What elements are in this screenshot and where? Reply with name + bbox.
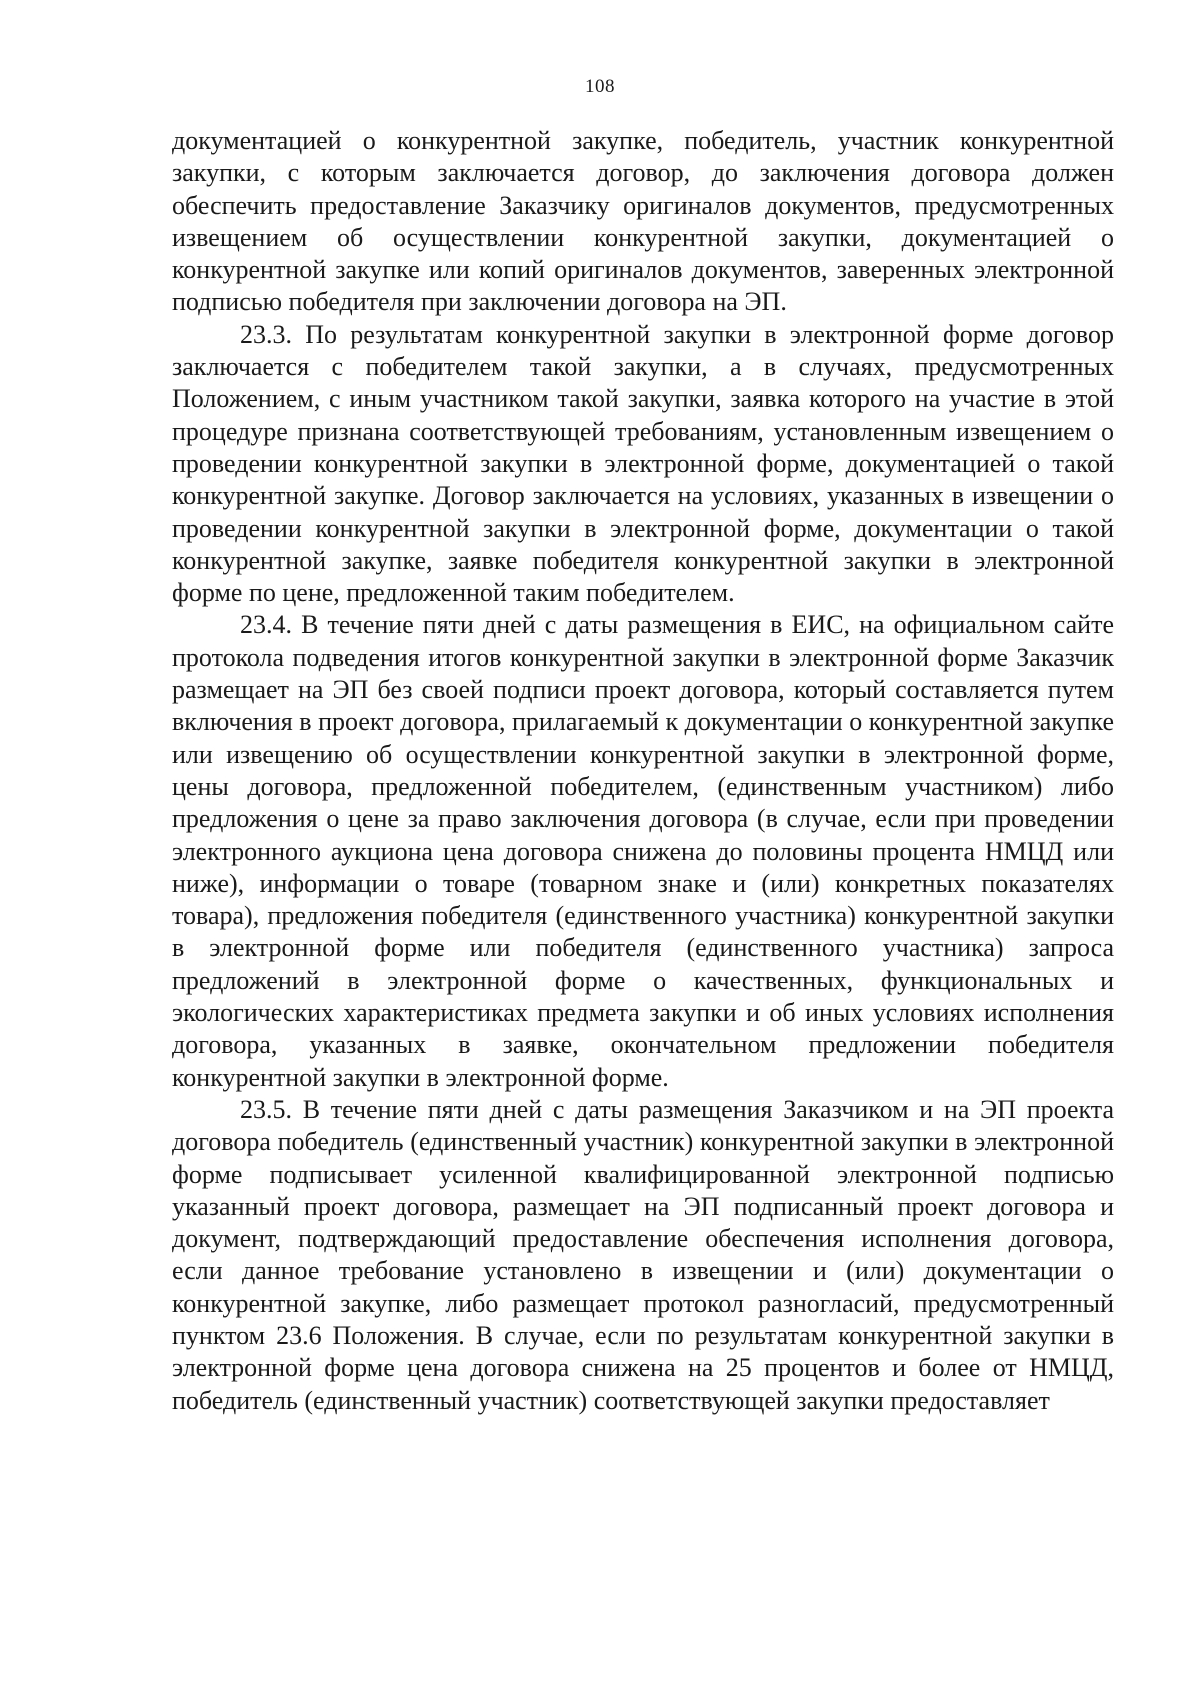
paragraph-23-5: 23.5. В течение пяти дней с даты размещения Заказчиком и на ЭП проекта договора победитель (единственный участник) конкурентной закупки в электронной форме подписывает усиленной квалифицированной электронной подписью указанный проект договора, размещает на ЭП подписанный проект договора и документ, подтверждающий предоставление обеспечения исполнения договора, если данное требование установлено в извещении и (или) документации о конкурентной закупке, либо размещает протокол разногласий, предусмотренный пунктом 23.6 Положения. В случае, если по результатам конкурентной закупки в электронной форме цена договора снижена на 25 процентов и более от НМЦД, победитель (единственный участник) соответствующей закупки предоставляет xyxy=(172,1094,1114,1415)
page-number: 108 xyxy=(585,76,615,97)
document-body xyxy=(172,125,1114,1417)
paragraph-continuation: документацией о конкурентной закупке, победитель, участник конкурентной закупки, с которым заключается договор, до заключения договора должен обеспечить предоставление Заказчику оригиналов документов, предусмотренных извещением об осуществлении конкурентной закупки, документацией о конкурентной закупке или копий оригиналов документов, заверенных электронной подписью победителя при заключении договора на ЭП. xyxy=(172,126,1114,317)
paragraph-23-3: 23.3. По результатам конкурентной закупки в электронной форме договор заключается с победителем такой закупки, а в случаях, предусмотренных Положением, с иным участником такой закупки, заявка которого на участие в этой процедуре признана соответствующей требованиям, установленным извещением о проведении конкурентной закупки в электронной форме, документацией о такой конкурентной закупке. Договор заключается на условиях, указанных в извещении о проведении конкурентной закупки в электронной форме, документации о такой конкурентной закупке, заявке победителя конкурентной закупки в электронной форме по цене, предложенной таким победителем. xyxy=(172,319,1114,608)
paragraph-23-4: 23.4. В течение пяти дней с даты размещения в ЕИС, на официальном сайте протокола подведения итогов конкурентной закупки в электронной форме Заказчик размещает на ЭП без своей подписи проект договора, который составляется путем включения в проект договора, прилагаемый к документации о конкурентной закупке или извещению об осуществлении конкурентной закупки в электронной форме, цены договора, предложенной победителем, (единственным участником) либо предложения о цене за право заключения договора (в случае, если при проведении электронного аукциона цена договора снижена до половины процента НМЦД или ниже), информации о товаре (товарном знаке и (или) конкретных показателях товара), предложения победителя (единственного участника) конкурентной закупки в электронной форме или победителя (единственного участника) запроса предложений в электронной форме о качественных, функциональных и экологических характеристиках предмета закупки и об иных условиях исполнения договора, указанных в заявке, окончательном предложении победителя конкурентной закупки в электронной форме. xyxy=(172,610,1114,1092)
